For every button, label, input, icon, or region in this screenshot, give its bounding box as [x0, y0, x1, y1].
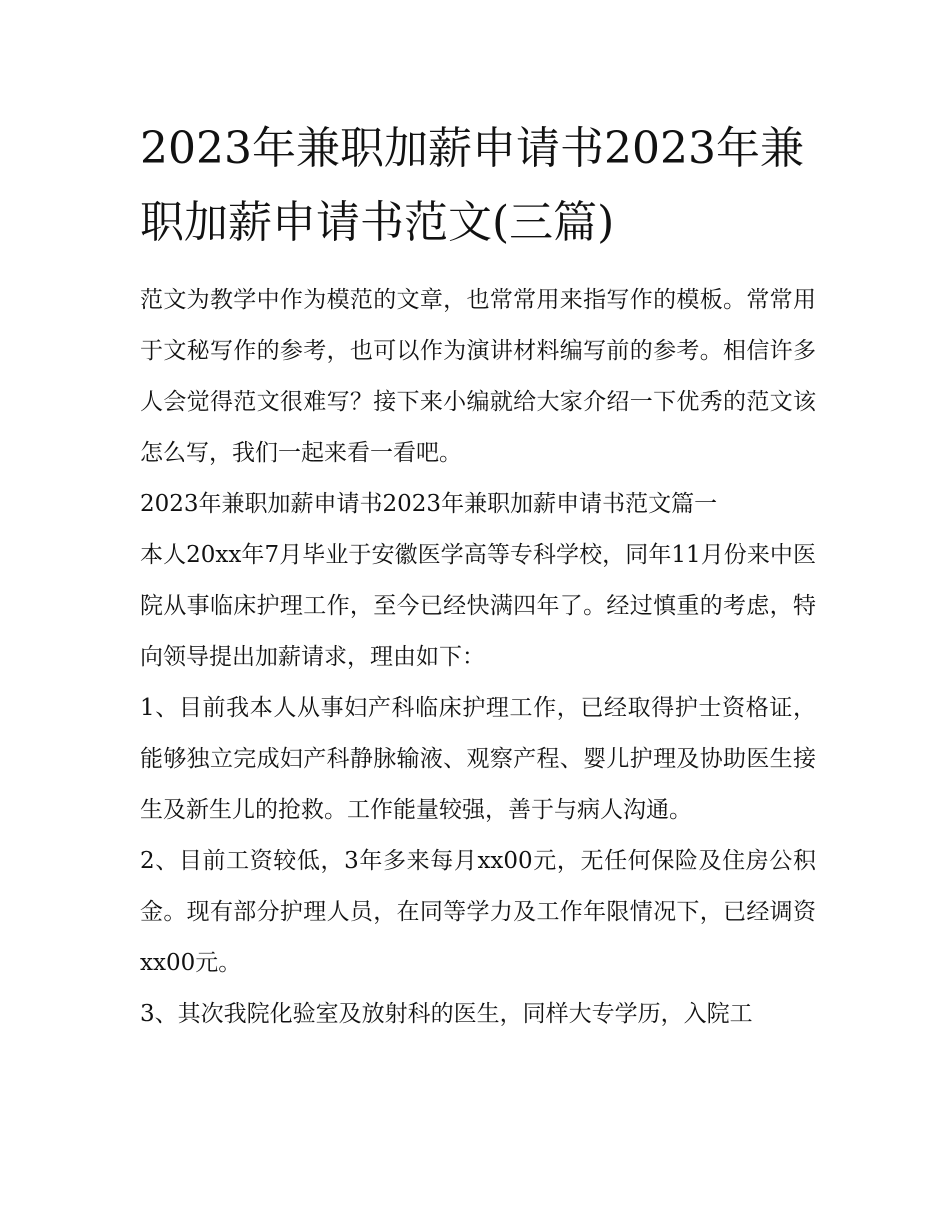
document-title: 2023年兼职加薪申请书2023年兼职加薪申请书范文(三篇) [140, 123, 804, 248]
reason-item-2: 2、目前工资较低，3年多来每月xx00元，无任何保险及住房公积金。现有部分护理人员，在同等学力及工作年限情况下，已经调资xx00元。 [140, 848, 816, 976]
section-heading: 2023年兼职加薪申请书2023年兼职加薪申请书范文篇一 [140, 491, 718, 517]
reason-item-3: 3、其次我院化验室及放射科的医生，同样大专学历，入院工 [140, 1001, 753, 1027]
intro-paragraph: 范文为教学中作为模范的文章，也常常用来指写作的模板。常常用于文秘写作的参考，也可以作为演讲材料编写前的参考。相信许多人会觉得范文很难写？接下来小编就给大家介绍一下优秀的范文该怎么写，我们一起来看一看吧。 [140, 287, 816, 466]
body-paragraph: 本人20xx年7月毕业于安徽医学高等专科学校，同年11月份来中医院从事临床护理工作，至今已经快满四年了。经过慎重的考虑，特向领导提出加薪请求，理由如下： [140, 542, 816, 670]
reason-item-1: 1、目前我本人从事妇产科临床护理工作，已经取得护士资格证，能够独立完成妇产科静脉输液、观察产程、婴儿护理及协助医生接生及新生儿的抢救。工作能量较强，善于与病人沟通。 [140, 695, 816, 823]
document-body [140, 275, 816, 1040]
